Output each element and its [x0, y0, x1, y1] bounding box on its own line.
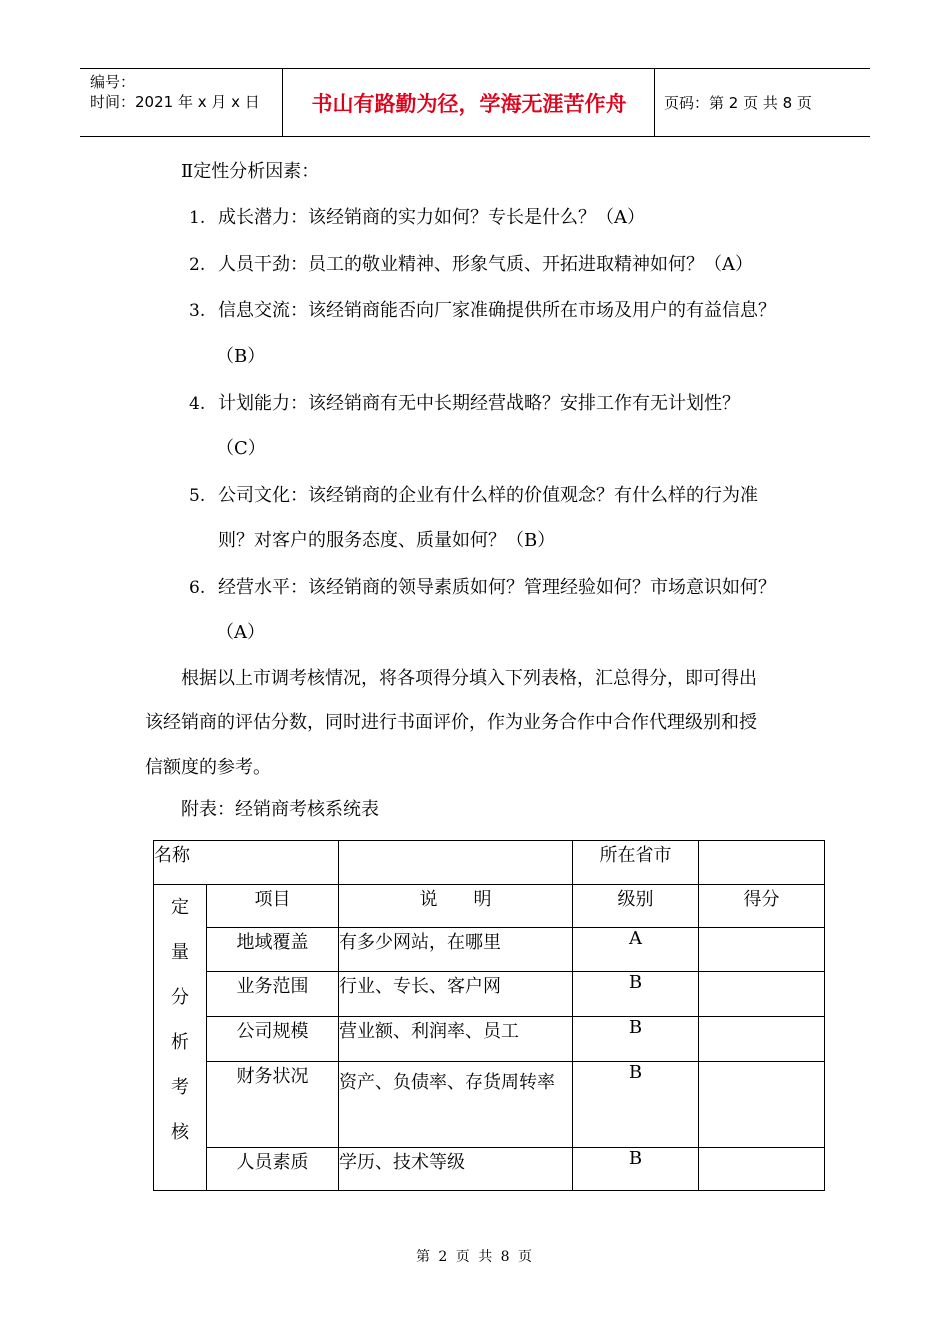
header-page-number: 页码：第 2 页 共 8 页 — [664, 94, 812, 112]
page-footer: 第 2 页 共 8 页 — [415, 1249, 535, 1265]
province-label-cell: 所在省市 — [573, 841, 699, 885]
row-description-cell: 有多少网站，在哪里 — [339, 928, 573, 972]
list-item-text: 公司文化：该经销商的企业有什么样的价值观念？有什么样的行为准 — [218, 485, 758, 506]
header-motto: 书山有路勤为径，学海无涯苦作舟 — [311, 91, 627, 116]
list-item-number: 5. — [189, 486, 206, 506]
header-meta — [90, 72, 285, 112]
document-time-label: 时间：2021 年 x 月 x 日 — [90, 93, 260, 111]
row-level-cell: B — [573, 1148, 699, 1191]
summary-line: 信额度的参考。 — [145, 757, 271, 778]
province-value-cell[interactable] — [699, 841, 825, 885]
list-item-number: 3. — [189, 301, 206, 321]
row-score-cell[interactable] — [699, 972, 825, 1017]
list-item-number: 4. — [189, 394, 206, 414]
row-score-cell[interactable] — [699, 928, 825, 972]
appendix-title: 附表：经销商考核系统表 — [181, 799, 379, 820]
list-item-number: 2. — [189, 255, 206, 275]
row-item-cell: 人员素质 — [207, 1148, 339, 1191]
row-item-cell: 业务范围 — [207, 972, 339, 1017]
list-item-text-continued: 则？对客户的服务态度、质量如何？（B） — [218, 530, 556, 551]
list-item-text-continued: （A） — [216, 622, 265, 643]
group-label-char: 析 — [171, 1032, 189, 1053]
row-description-cell: 学历、技术等级 — [339, 1148, 573, 1191]
table-row — [154, 928, 825, 972]
group-label-char: 量 — [171, 942, 189, 963]
row-item-cell: 地域覆盖 — [207, 928, 339, 972]
row-item-cell: 财务状况 — [207, 1062, 339, 1148]
group-label-char: 分 — [171, 987, 189, 1008]
list-item-text: 成长潜力：该经销商的实力如何？专长是什么？（A） — [218, 207, 645, 228]
list-item-number: 1. — [189, 208, 206, 228]
header-divider-right — [654, 69, 655, 136]
column-header-description: 说 明 — [339, 885, 573, 928]
table-row — [154, 1148, 825, 1191]
list-item-text-continued: （B） — [216, 346, 266, 367]
table-header-row — [154, 885, 825, 928]
list-item-number: 6. — [189, 578, 206, 598]
list-item-text: 计划能力：该经销商有无中长期经营战略？安排工作有无计划性？ — [218, 393, 740, 414]
summary-line: 该经销商的评估分数，同时进行书面评价，作为业务合作中合作代理级别和授 — [145, 712, 757, 733]
page-header — [80, 68, 870, 137]
table-row — [154, 1017, 825, 1062]
name-label-cell: 名称 — [154, 841, 339, 885]
column-header-item: 项目 — [207, 885, 339, 928]
row-level-cell: B — [573, 1062, 699, 1148]
summary-line: 根据以上市调考核情况，将各项得分填入下列表格，汇总得分，即可得出 — [181, 668, 757, 689]
document-number-label: 编号： — [90, 73, 136, 91]
row-item-cell: 公司规模 — [207, 1017, 339, 1062]
row-level-cell: B — [573, 972, 699, 1017]
row-score-cell[interactable] — [699, 1148, 825, 1191]
row-description-cell: 营业额、利润率、员工 — [339, 1017, 573, 1062]
assessment-table — [153, 840, 825, 1191]
section-title: Ⅱ定性分析因素： — [181, 161, 320, 182]
table-row — [154, 972, 825, 1017]
row-score-cell[interactable] — [699, 1062, 825, 1148]
quantitative-analysis-group-cell — [154, 885, 207, 1191]
group-label-char: 定 — [171, 897, 189, 918]
column-header-score: 得分 — [699, 885, 825, 928]
row-description-cell: 行业、专长、客户网 — [339, 972, 573, 1017]
group-label-char: 核 — [171, 1122, 189, 1143]
row-score-cell[interactable] — [699, 1017, 825, 1062]
row-level-cell: B — [573, 1017, 699, 1062]
group-label-char: 考 — [171, 1077, 189, 1098]
table-row — [154, 1062, 825, 1148]
row-level-cell: A — [573, 928, 699, 972]
list-item-text: 信息交流：该经销商能否向厂家准确提供所在市场及用户的有益信息？ — [218, 300, 776, 321]
column-header-level: 级别 — [573, 885, 699, 928]
list-item-text-continued: （C） — [216, 438, 266, 459]
table-row-name — [154, 841, 825, 885]
list-item-text: 人员干劲：员工的敬业精神、形象气质、开拓进取精神如何？（A） — [218, 254, 753, 275]
name-value-cell[interactable] — [339, 841, 573, 885]
row-description-cell: 资产、负债率、存货周转率 — [339, 1062, 573, 1148]
list-item-text: 经营水平：该经销商的领导素质如何？管理经验如何？市场意识如何？ — [218, 577, 776, 598]
